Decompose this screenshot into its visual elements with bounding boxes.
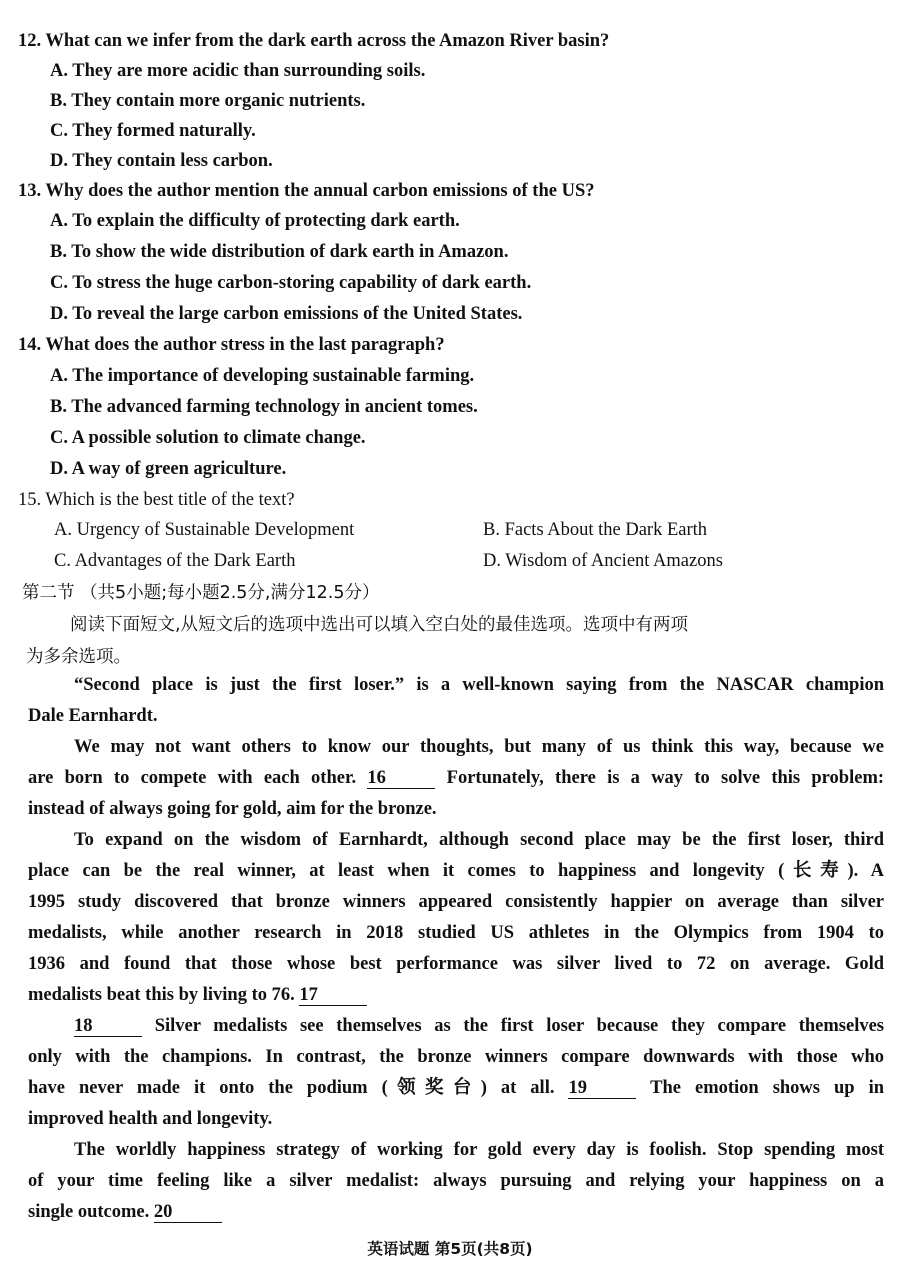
- passage-paragraph-2-line-2: [28, 767, 884, 789]
- passage-paragraph-5-line-2: of your time feeling like a silver medalist: always pursuing and relying your happiness on a: [28, 1171, 884, 1191]
- passage-paragraph-4-line-3: [28, 1077, 884, 1099]
- question-12-stem: 12. What can we infer from the dark earth across the Amazon River basin?: [18, 31, 610, 51]
- page-footer: 英语试题 第5页(共8页): [367, 1240, 533, 1258]
- passage-paragraph-3-line-6: [28, 984, 884, 1006]
- passage-text: are born to compete with each other.: [28, 768, 357, 788]
- passage-text: have never made it onto the podium (领奖台) at all.: [28, 1078, 555, 1098]
- question-12-option-c: C. They formed naturally.: [50, 121, 256, 141]
- passage-paragraph-3-line-4: medalists, while another research in 2018 studied US athletes in the Olympics from 1904 to: [28, 923, 884, 943]
- passage-paragraph-3-line-2: place can be the real winner, at least when it comes to happiness and longevity (长寿). A: [28, 861, 884, 881]
- question-15-option-d: D. Wisdom of Ancient Amazons: [483, 551, 723, 571]
- blank-20[interactable]: 20: [154, 1202, 222, 1223]
- section-heading: 第二节 （共5小题;每小题2.5分,满分12.5分）: [22, 583, 380, 603]
- question-14-option-d: D. A way of green agriculture.: [50, 459, 287, 479]
- question-12-option-a: A. They are more acidic than surrounding soils.: [50, 61, 426, 81]
- passage-paragraph-3-line-3: 1995 study discovered that bronze winners appeared consistently happier on average than silver: [28, 892, 884, 912]
- passage-paragraph-5-line-3: [28, 1201, 884, 1223]
- passage-text: medalists beat this by living to 76.: [28, 985, 295, 1005]
- question-15-option-a: A. Urgency of Sustainable Development: [54, 520, 355, 540]
- section-instruction: 阅读下面短文,从短文后的选项中选出可以填入空白处的最佳选项。选项中有两项: [70, 615, 689, 635]
- passage-text: The emotion shows up in: [650, 1078, 884, 1098]
- blank-16[interactable]: 16: [367, 768, 435, 789]
- passage-paragraph-3-line-5: 1936 and found that those whose best performance was silver lived to 72 on average. Gold: [28, 954, 884, 974]
- question-13-option-b: B. To show the wide distribution of dark earth in Amazon.: [50, 242, 509, 262]
- passage-paragraph-1-line-2: Dale Earnhardt.: [28, 706, 158, 726]
- question-13-option-c: C. To stress the huge carbon-storing capability of dark earth.: [50, 273, 532, 293]
- passage-paragraph-2-line-3: instead of always going for gold, aim for the bronze.: [28, 799, 437, 819]
- passage-paragraph-2-line-1: We may not want others to know our thoughts, but many of us think this way, because we: [74, 737, 884, 757]
- blank-18[interactable]: 18: [74, 1016, 142, 1037]
- blank-19[interactable]: 19: [568, 1078, 636, 1099]
- question-13-option-a: A. To explain the difficulty of protecting dark earth.: [50, 211, 460, 231]
- passage-text: Silver medalists see themselves as the first loser because they compare themselves: [154, 1016, 885, 1036]
- question-15-option-c: C. Advantages of the Dark Earth: [54, 551, 296, 571]
- passage-paragraph-4-line-4: improved health and longevity.: [28, 1109, 273, 1129]
- passage-paragraph-4-line-2: only with the champions. In contrast, the bronze winners compare downwards with those who: [28, 1047, 884, 1067]
- question-13-stem: 13. Why does the author mention the annual carbon emissions of the US?: [18, 181, 595, 201]
- question-15-option-b: B. Facts About the Dark Earth: [483, 520, 708, 540]
- question-13-option-d: D. To reveal the large carbon emissions of the United States.: [50, 304, 523, 324]
- passage-text: Fortunately, there is a way to solve this problem:: [446, 768, 885, 788]
- question-15-stem: 15. Which is the best title of the text?: [18, 490, 295, 510]
- blank-17[interactable]: 17: [299, 985, 367, 1006]
- question-14-option-a: A. The importance of developing sustainable farming.: [50, 366, 475, 386]
- passage-text: single outcome.: [28, 1202, 150, 1222]
- passage-paragraph-4-line-1: [74, 1015, 884, 1037]
- section-instruction-cont: 为多余选项。: [26, 647, 131, 667]
- question-14-option-c: C. A possible solution to climate change.: [50, 428, 366, 448]
- question-14-stem: 14. What does the author stress in the last paragraph?: [18, 335, 445, 355]
- passage-paragraph-5-line-1: The worldly happiness strategy of working for gold every day is foolish. Stop spending most: [74, 1140, 884, 1160]
- passage-paragraph-1-line-1: “Second place is just the first loser.” is a well-known saying from the NASCAR champion: [74, 675, 884, 695]
- passage-paragraph-3-line-1: To expand on the wisdom of Earnhardt, although second place may be the first loser, third: [74, 830, 884, 850]
- question-12-option-d: D. They contain less carbon.: [50, 151, 273, 171]
- question-12-option-b: B. They contain more organic nutrients.: [50, 91, 366, 111]
- question-14-option-b: B. The advanced farming technology in ancient tomes.: [50, 397, 478, 417]
